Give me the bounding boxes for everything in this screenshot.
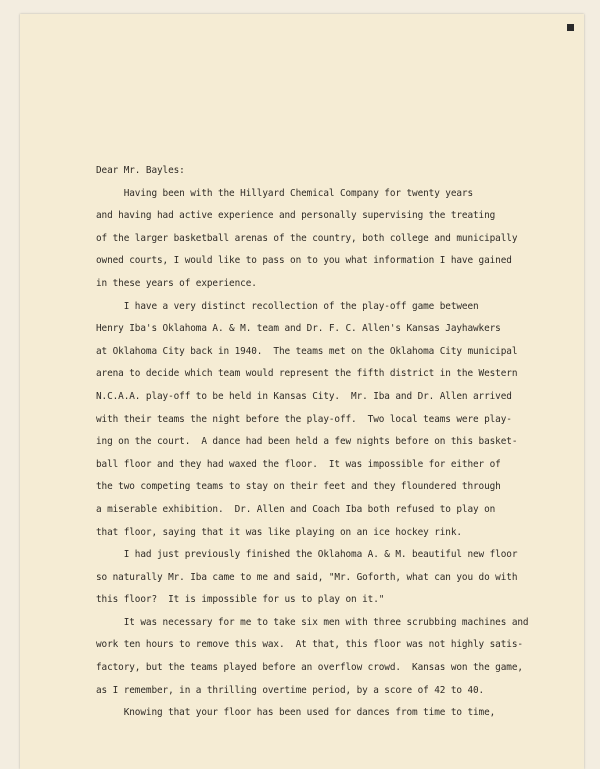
letter-line: factory, but the teams played before an overflow crowd. Kansas won the game,: [96, 662, 523, 674]
letter-line: so naturally Mr. Iba came to me and said, "Mr. Goforth, what can you do with: [96, 571, 518, 583]
letter-line: I have a very distinct recollection of the play-off game between: [96, 300, 479, 312]
letter-line: I had just previously finished the Oklahoma A. & M. beautiful new floor: [96, 549, 518, 561]
letter-line: owned courts, I would like to pass on to you what information I have gained: [96, 255, 512, 267]
corner-mark: [567, 24, 574, 31]
letter-line: that floor, saying that it was like playing on an ice hockey rink.: [96, 526, 462, 538]
letter-line: N.C.A.A. play-off to be held in Kansas City. Mr. Iba and Dr. Allen arrived: [96, 390, 512, 402]
letter-line: with their teams the night before the play-off. Two local teams were play-: [96, 413, 512, 425]
letter-line: It was necessary for me to take six men with three scrubbing machines and: [96, 616, 529, 628]
salutation: Dear Mr. Bayles:: [96, 165, 185, 176]
letter-line: at Oklahoma City back in 1940. The teams met on the Oklahoma City municipal: [96, 345, 518, 357]
letter-line: Having been with the Hillyard Chemical Company for twenty years: [96, 187, 474, 199]
letter-line: and having had active experience and personally supervising the treating: [96, 210, 496, 222]
letter-line: ball floor and they had waxed the floor. It was impossible for either of: [96, 458, 501, 470]
letter-line: the two competing teams to stay on their feet and they floundered through: [96, 481, 501, 493]
letter-line: of the larger basketball arenas of the country, both college and municipally: [96, 232, 518, 244]
letter-body: [96, 160, 572, 725]
letter-line: ing on the court. A dance had been held a few nights before on this basket-: [96, 436, 518, 448]
letter-line: arena to decide which team would represent the fifth district in the Western: [96, 368, 518, 380]
letter-line: as I remember, in a thrilling overtime period, by a score of 42 to 40.: [96, 684, 485, 696]
letter-line: in these years of experience.: [96, 277, 257, 289]
letter-line: Knowing that your floor has been used for dances from time to time,: [96, 707, 496, 719]
letter-line: a miserable exhibition. Dr. Allen and Coach Iba both refused to play on: [96, 503, 496, 515]
letter-line: this floor? It is impossible for us to play on it.": [96, 594, 385, 606]
letter-line: Henry Iba's Oklahoma A. & M. team and Dr. F. C. Allen's Kansas Jayhawkers: [96, 323, 501, 335]
letter-line: work ten hours to remove this wax. At that, this floor was not highly satis-: [96, 639, 523, 651]
